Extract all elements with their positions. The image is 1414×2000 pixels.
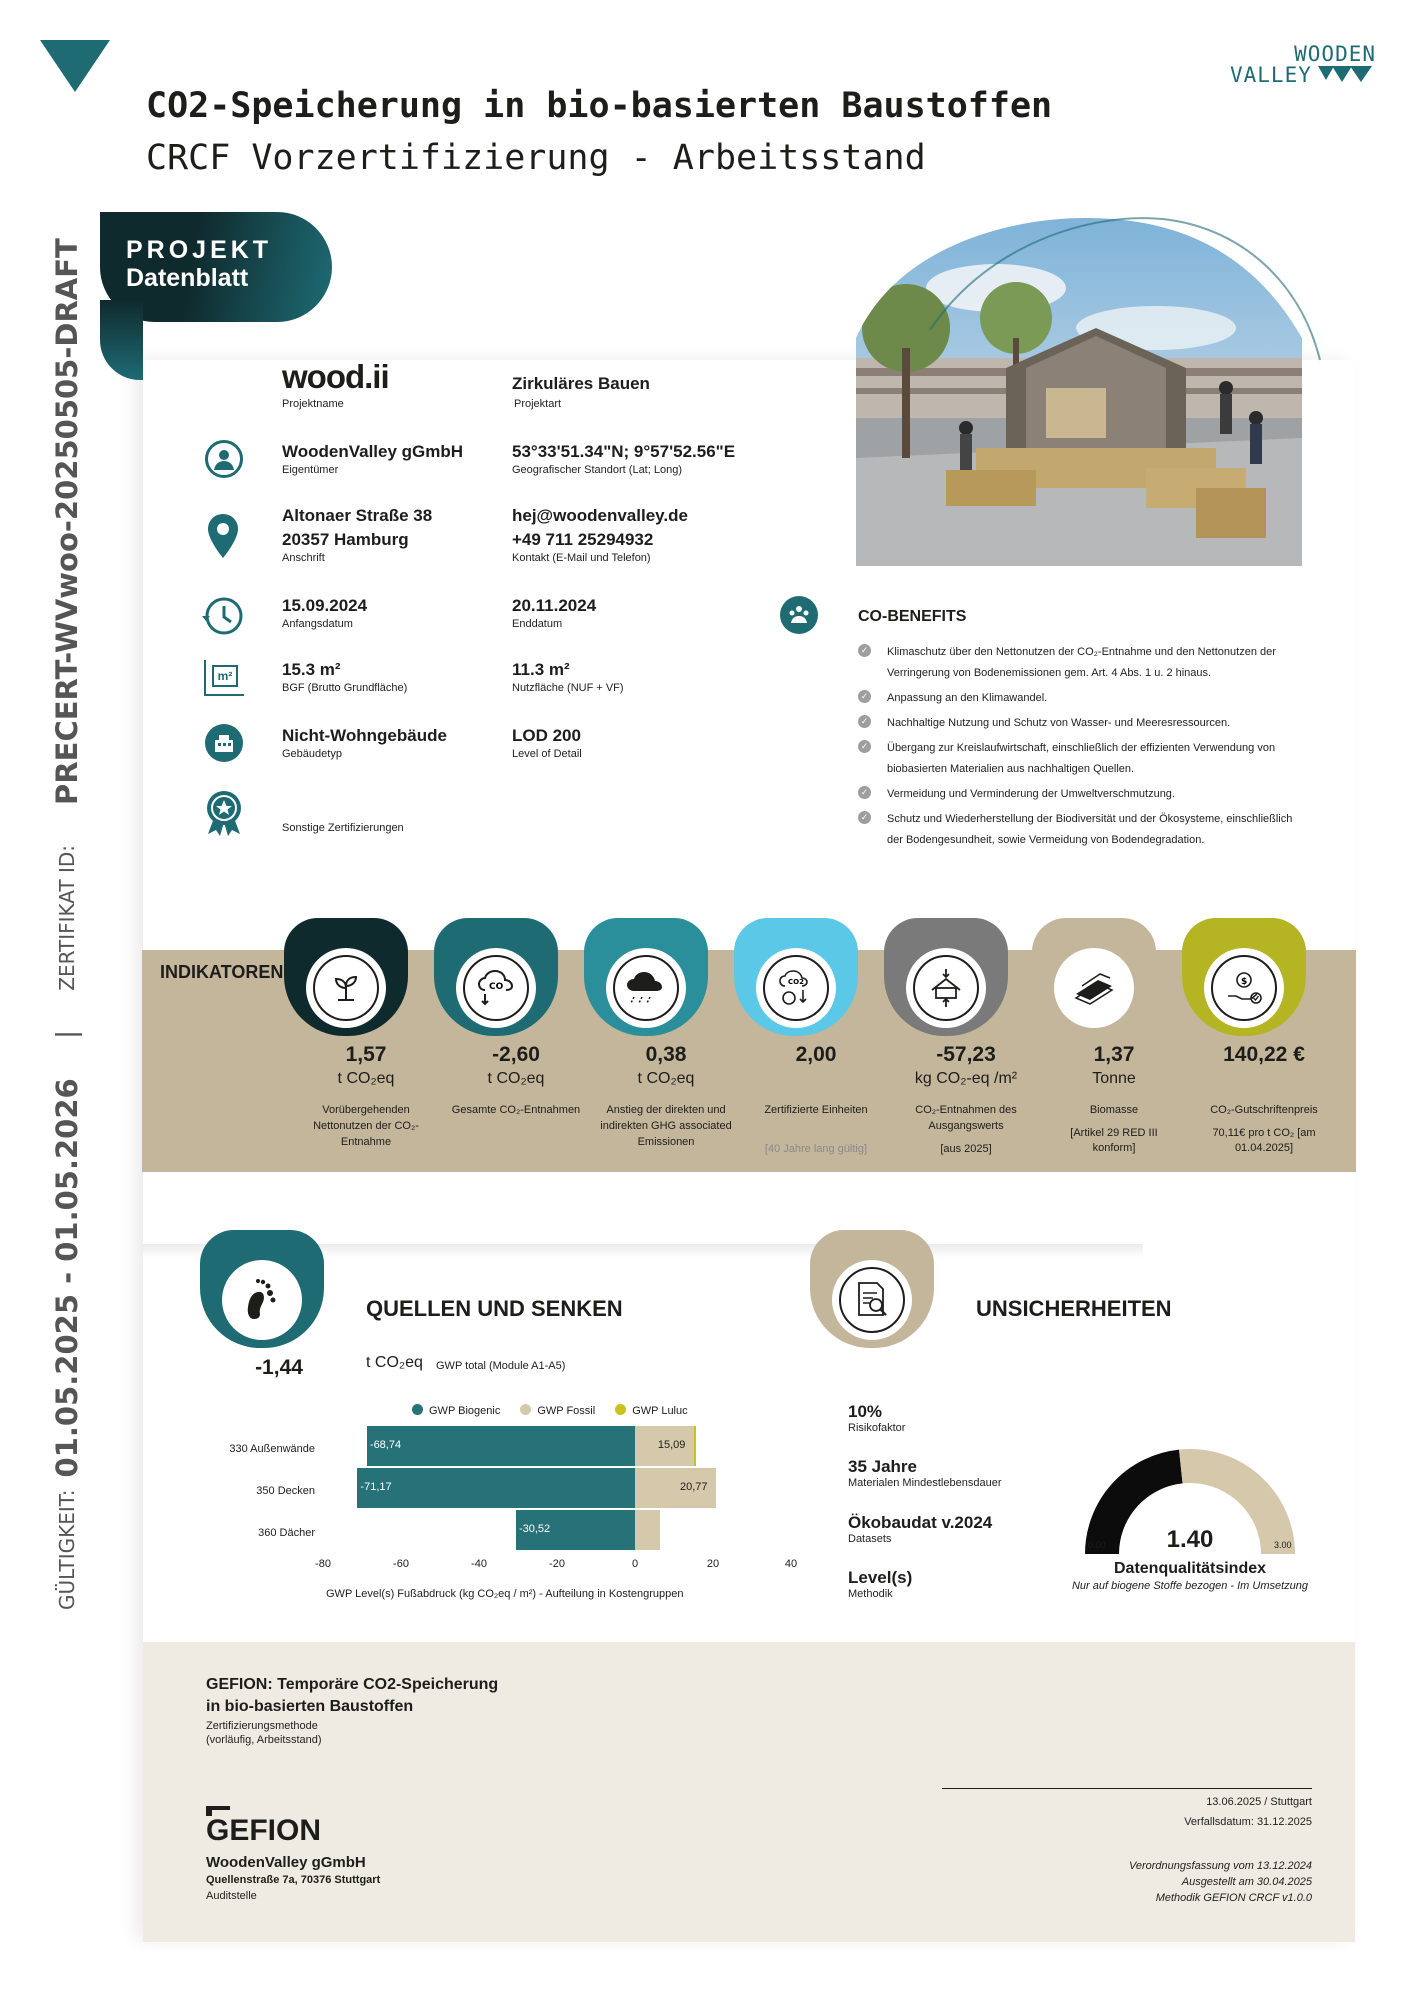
gauge-note: Nur auf biogene Stoffe bezogen - Im Umsetzung (1071, 1580, 1309, 1592)
indicator-note-6: [Artikel 29 RED III konform] (1070, 1127, 1158, 1154)
cert-id-label: ZERTIFIKAT ID: (55, 844, 79, 991)
legend-dot-luluc (615, 1404, 626, 1415)
gauge-min: 0.00 (1088, 1540, 1106, 1550)
version-line1: Verordnungsfassung vom 13.12.2024 (1128, 1860, 1312, 1872)
uncertainty-item: Level(s) Methodik (848, 1568, 913, 1600)
co-benefit-text: Nachhaltige Nutzung und Schutz von Wasser- und Meeresressourcen. (887, 717, 1231, 729)
address-line1: Altonaer Straße 38 (282, 506, 433, 525)
sprout-icon (313, 955, 379, 1021)
contact-email: hej@woodenvalley.de (512, 506, 688, 525)
co2-down-icon (463, 955, 529, 1021)
check-icon: ✓ (858, 740, 871, 753)
legend-dot-fossil (520, 1404, 531, 1415)
indicator-tab-4 (734, 918, 858, 1036)
co-benefit-text: Klimaschutz über den Nettonutzen der CO₂-Entnahme und den Nettonutzen der Verringerung von Bodenemissionen gem. Art. 4 Abs. 1 u. 2 hinaus. (887, 646, 1276, 679)
bar-value-label: 20,77 (680, 1481, 708, 1493)
check-icon: ✓ (858, 786, 871, 799)
owner-value: WoodenValley gGmbH (282, 442, 464, 461)
category-label-1: 330 Außenwände (229, 1443, 315, 1455)
bgf-value: 15.3 m² (282, 660, 341, 679)
side-separator: | (50, 1030, 83, 1039)
svg-text:$: $ (1241, 977, 1248, 987)
logo-line1: WOODEN (1294, 42, 1376, 66)
x-tick: 20 (706, 1558, 720, 1570)
contact-label: Kontakt (E-Mail und Telefon) (512, 552, 651, 564)
bgf-label: BGF (Brutto Grundfläche) (282, 682, 408, 694)
check-icon: ✓ (858, 715, 871, 728)
house-arrows-icon (913, 955, 979, 1021)
indicator-tab-7 (1182, 918, 1306, 1036)
gauge-title: Datenqualitätsindex (1113, 1560, 1267, 1577)
cloud-icon (613, 955, 679, 1021)
bar-gwp-luluc (694, 1426, 696, 1466)
co-benefit-text: Vermeidung und Verminderung der Umweltverschmutzung. (887, 788, 1175, 800)
uncertainty-title: UNSICHERHEITEN (976, 1296, 1172, 1321)
auditor-label: Auditstelle (206, 1890, 257, 1902)
legend-biogenic (412, 1404, 500, 1417)
address-label: Anschrift (282, 552, 325, 564)
indicator-unit-2: t CO₂eq (487, 1070, 545, 1087)
co-benefit-item (858, 642, 1297, 684)
indicator-note-4: [40 Jahre lang gültig] (764, 1143, 868, 1155)
page-subtitle: CRCF Vorzertifizierung - Arbeitsstand (146, 138, 926, 178)
document-ring (832, 1260, 912, 1340)
auditor-name: WoodenValley gGmbH (206, 1854, 366, 1871)
end-date-label: Enddatum (512, 618, 563, 630)
method-line2: in bio-basierten Baustoffen (206, 1698, 414, 1715)
owner-label: Eigentümer (282, 464, 339, 476)
other-certifications-label: Sonstige Zertifizierungen (282, 822, 404, 834)
document-search-icon (839, 1267, 905, 1333)
user-icon (205, 440, 243, 478)
logo-waves-icon (1318, 66, 1372, 84)
validity-dates: 01.05.2025 - 01.05.2026 (50, 1078, 84, 1478)
version-line2: Ausgestellt am 30.04.2025 (1181, 1876, 1312, 1888)
page-title: CO2-Speicherung in bio-basierten Baustoffen (146, 86, 1053, 126)
project-type-label: Projektart (514, 398, 562, 410)
building-icon (205, 724, 243, 762)
indicator-value-7: 140,22 € (1223, 1043, 1305, 1066)
uncertainty-item: Ökobaudat v.2024 Datasets (848, 1513, 993, 1545)
indicator-desc-6: Biomasse (1089, 1104, 1139, 1116)
check-icon: ✓ (858, 690, 871, 703)
lod-label: Level of Detail (512, 748, 582, 760)
check-icon: ✓ (858, 811, 871, 824)
co-benefit-text: Übergang zur Kreislaufwirtschaft, einschließlich der effizienten Verwendung von biobasierten Materialien aus nachhaltigen Quellen. (887, 742, 1276, 775)
expiry-date: Verfallsdatum: 31.12.2025 (1184, 1816, 1312, 1828)
indicator-value-5: -57,23 (936, 1043, 996, 1066)
x-tick: -20 (549, 1558, 565, 1570)
x-tick: -80 (315, 1558, 331, 1570)
uncertainty-item: 10% Risikofaktor (848, 1402, 906, 1434)
area-m2-icon (204, 660, 244, 696)
clock-icon (202, 596, 246, 636)
bar-value-label: 15,09 (657, 1439, 686, 1451)
gefion-logo-text: GEFION (206, 1814, 322, 1847)
uncertainty-item: 35 Jahre Materialen Mindestlebensdauer (848, 1457, 1002, 1489)
sources-total-value: -1,44 (255, 1356, 303, 1379)
indicator-desc-5: CO₂-Entnahmen des Ausgangswerts (915, 1104, 1017, 1132)
legend-fossil (520, 1404, 595, 1417)
start-date: 15.09.2024 (282, 596, 368, 615)
chart-legend (412, 1404, 688, 1417)
gauge-value: 1.40 (1166, 1526, 1214, 1553)
svg-text:CO2: CO2 (788, 978, 804, 986)
timber-icon (1061, 955, 1127, 1021)
logo-line2: VALLEY (1230, 63, 1312, 87)
auditor-address: Quellenstraße 7a, 70376 Stuttgart (206, 1874, 381, 1886)
indicator-desc-3: Anstieg der direkten und indirekten GHG associated Emissionen (600, 1104, 732, 1148)
bar-value-label: -71,17 (360, 1481, 392, 1493)
money-hand-icon (1211, 955, 1277, 1021)
bar-gwp-biogenic (357, 1468, 635, 1508)
indicator-value-4: 2,00 (795, 1043, 837, 1066)
triangle-logo-icon (40, 40, 110, 92)
project-name-label: Projektname (282, 398, 344, 410)
sources-title: QUELLEN UND SENKEN (366, 1296, 623, 1321)
co-benefits-icon (780, 596, 818, 634)
x-tick: 40 (784, 1558, 798, 1570)
indicator-unit-5: kg CO₂-eq /m² (914, 1070, 1018, 1087)
badge-line2: Datenblatt (126, 264, 249, 292)
bar-value-label: -30,52 (518, 1523, 551, 1535)
signature-line (942, 1788, 1312, 1789)
indicator-desc-4: Zertifizierte Einheiten (764, 1104, 868, 1116)
location-pin-icon (208, 514, 238, 558)
svg-text:CO: CO (489, 982, 504, 992)
co-benefits-list (858, 642, 1297, 855)
co-benefit-item (858, 738, 1297, 780)
indicator-tab-6 (1032, 918, 1156, 1036)
indicator-value-6: 1,37 (1093, 1043, 1135, 1066)
indicator-note-5: [aus 2025] (940, 1143, 992, 1155)
indicator-tab-5 (884, 918, 1008, 1036)
contact-phone: +49 711 25294932 (512, 530, 654, 549)
geo-value: 53°33'51.34"N; 9°57'52.56"E (512, 442, 736, 461)
bar-gwp-fossil (635, 1510, 660, 1550)
indicator-unit-1: t CO₂eq (337, 1070, 395, 1087)
bar-gwp-biogenic (367, 1426, 635, 1466)
m2-icon-text: m² (212, 665, 238, 687)
geo-label: Geografischer Standort (Lat; Long) (512, 464, 682, 476)
co-benefit-item (858, 688, 1297, 709)
co2-coin-icon (763, 955, 829, 1021)
legend-label-fossil: GWP Fossil (537, 1405, 596, 1417)
indicators-title: INDIKATOREN (160, 962, 284, 982)
indicator-desc-1: Vorübergehenden Nettonutzen der CO₂-Entnahme (313, 1104, 419, 1148)
sources-unit: t CO₂eq (366, 1354, 423, 1371)
category-label-2: 350 Decken (256, 1485, 315, 1497)
sign-date: 13.06.2025 / Stuttgart (1206, 1796, 1312, 1808)
sources-unit-note: GWP total (Module A1-A5) (436, 1360, 566, 1372)
building-type-label: Gebäudetyp (282, 748, 342, 760)
co-benefits-title: CO-BENEFITS (858, 608, 967, 625)
end-date: 20.11.2024 (512, 596, 597, 615)
indicator-unit-3: t CO₂eq (637, 1070, 695, 1087)
validity-label: GÜLTIGKEIT: (55, 1489, 79, 1610)
sources-tab (200, 1230, 324, 1348)
project-type: Zirkuläres Bauen (512, 374, 650, 393)
version-line3: Methodik GEFION CRCF v1.0.0 (1155, 1892, 1312, 1904)
co-benefit-item (858, 784, 1297, 805)
co-benefit-text: Schutz und Wiederherstellung der Biodiversität und der Ökosysteme, einschließlich der Bodengesundheit, sowie Vermeidung von Bodendegradation. (887, 813, 1293, 846)
footprint-ring (222, 1260, 302, 1340)
check-icon: ✓ (858, 644, 871, 657)
badge-line1: PROJEKT (126, 236, 273, 264)
x-tick: 0 (631, 1558, 639, 1570)
legend-luluc (615, 1404, 687, 1417)
bar-value-label: -68,74 (369, 1439, 402, 1451)
category-label-3: 360 Dächer (258, 1527, 315, 1539)
indicator-tab-1 (284, 918, 408, 1036)
indicator-tab-2 (434, 918, 558, 1036)
image-arc-decoration (900, 210, 1330, 410)
indicator-value-1: 1,57 (345, 1043, 387, 1066)
project-name: wood.ii (282, 358, 389, 395)
chart-x-label: GWP Level(s) Fußabdruck (kg CO₂eq / m²) - Aufteilung in Kostengruppen (326, 1588, 684, 1600)
indicator-value-2: -2,60 (492, 1043, 540, 1066)
nf-label: Nutzfläche (NUF + VF) (512, 682, 624, 694)
indicator-note-7: 70,11€ pro t CO₂ [am 01.04.2025] (1212, 1127, 1316, 1154)
badge-tail (100, 300, 143, 380)
wooden-valley-logo (1226, 42, 1376, 86)
uncertainty-tab (810, 1230, 934, 1348)
indicator-tab-3 (584, 918, 708, 1036)
legend-label-luluc: GWP Luluc (632, 1405, 688, 1417)
cert-id: PRECERT-WVwoo-20250505-DRAFT (50, 238, 84, 805)
lod-value: LOD 200 (512, 726, 581, 745)
legend-dot-biogenic (412, 1404, 423, 1415)
method-label: Zertifizierungsmethode (206, 1720, 318, 1732)
address-line2: 20357 Hamburg (282, 530, 409, 549)
indicator-unit-6: Tonne (1092, 1070, 1136, 1087)
award-icon (204, 790, 244, 836)
indicator-desc-2: Gesamte CO₂-Entnahmen (451, 1104, 581, 1116)
legend-label-biogenic: GWP Biogenic (429, 1405, 501, 1417)
co-benefit-text: Anpassung an den Klimawandel. (887, 692, 1048, 704)
footprint-icon (229, 1267, 295, 1333)
x-tick: -40 (471, 1558, 487, 1570)
co-benefit-item (858, 809, 1297, 851)
nf-value: 11.3 m² (512, 660, 570, 679)
indicator-desc-7: CO₂-Gutschriftenpreis (1210, 1104, 1318, 1116)
co-benefit-item (858, 713, 1297, 734)
x-tick: -60 (393, 1558, 409, 1570)
method-line1: GEFION: Temporäre CO2-Speicherung (206, 1676, 499, 1693)
method-note: (vorläufig, Arbeitsstand) (206, 1734, 322, 1746)
building-type: Nicht-Wohngebäude (282, 726, 447, 745)
start-date-label: Anfangsdatum (282, 618, 353, 630)
gauge-max: 3.00 (1274, 1540, 1292, 1550)
indicator-value-3: 0,38 (645, 1043, 687, 1066)
